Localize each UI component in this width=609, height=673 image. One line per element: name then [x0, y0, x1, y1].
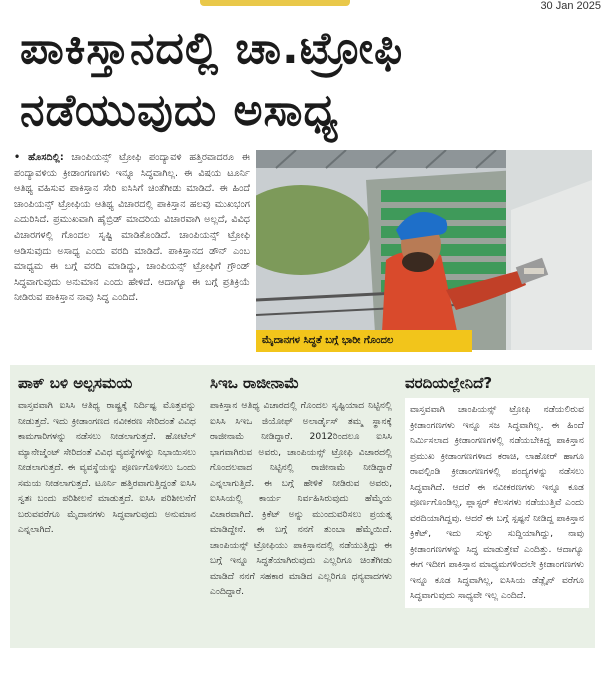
column-heading: ಸಿಇಒ ರಾಜೀನಾಮೆ [210, 374, 300, 392]
column-1 [18, 373, 196, 538]
headline [20, 18, 600, 142]
column-body: ಪಾಕಿಸ್ತಾನ ಆತಿಥ್ಯ ವಿಚಾರದಲ್ಲಿ ಗೊಂದಲ ಸೃಷ್ಟಿಯಾದ ನಿಟ್ಟಿನಲ್ಲಿ ಐಸಿಸಿ ಸಿಇಒ ಜಿಯೋಫ್ ಅಲಾರ್ಡೈಸ್ ತಮ್ಮ ಸ್ಥಾನಕ್ಕೆ ರಾಜೀನಾಮೆ ನೀಡಿದ್ದಾರೆ. 2012ರಿಂದಲೂ ಐಸಿಸಿ ಭಾಗವಾಗಿರುವ ಅವರು, ಚಾಂಪಿಯನ್ಸ್ ಟ್ರೋಫಿ ವಿಚಾರದಲ್ಲಿ ಗೊಂದಲವಾದ ನಿಟ್ಟಿನಲ್ಲಿ ರಾಜೀನಾಮೆ ನೀಡಿದ್ದಾರೆ ಎನ್ನಲಾಗುತ್ತಿದೆ. ಈ ಬಗ್ಗೆ ಹೇಳಿಕೆ ನೀಡಿರುವ ಅವರು, ಐಸಿಸಿಯಲ್ಲಿ ಕಾರ್ಯ ನಿರ್ವಹಿಸಿರುವುದು ಹೆಮ್ಮೆಯ ವಿಚಾರವಾಗಿದೆ. ಕ್ರಿಕೆಟ್ ಅನ್ನು ಮುಂದುವರಿಸಲು ಪ್ರಯತ್ನ ಮಾಡಿದ್ದೇನೆ. ಈ ಬಗ್ಗೆ ನನಗೆ ತುಂಬಾ ಹೆಮ್ಮೆಯಿದೆ. ಚಾಂಪಿಯನ್ಸ್ ಟ್ರೋಫಿಯು ಪಾಕಿಸ್ತಾನದಲ್ಲಿ ನಡೆಯುತ್ತಿದ್ದು ಈ ಬಗ್ಗೆ ಇನ್ನೂ ಸಿದ್ಧತೆಯಾಗಿರುವುದು ಎಲ್ಲರಿಗೂ ಚಿಂತೆಗೀಡು ಮಾಡಿದೆ ನನಗೆ ಸಹಕಾರ ಮಾಡಿದ ಎಲ್ಲರಿಗೂ ಧನ್ಯವಾದಗಳು ಎಂದಿದ್ದಾರೆ. [210, 400, 392, 597]
lead-text: ಚಾಂಪಿಯನ್ಸ್ ಟ್ರೋಫಿ ಪಂದ್ಯಾವಳಿ ಹತ್ತಿರವಾದರೂ ಈ ಪಂದ್ಯಾವಳಿಯ ಕ್ರೀಡಾಂಗಣಗಳು ಇನ್ನೂ ಸಿದ್ಧವಾಗಿಲ್ಲ. ಈ ವಿಷಯ ಟೂರ್ನಿ ಆತಿಥ್ಯ ವಹಿಸುವ ಪಾಕಿಸ್ತಾನ ಸೇರಿ ಐಸಿಸಿಗೆ ಚಿಂತೆಗೀಡು ಮಾಡಿದೆ. ಈ ಹಿಂದೆ ಚಾಂಪಿಯನ್ಸ್ ಟ್ರೋಫಿಯ ಆತಿಥ್ಯ ವಿಚಾರದಲ್ಲಿ ಪಾಕಿಸ್ತಾನ ಹಲವು ಮುಖಭಂಗ ಎದುರಿಸಿದೆ. ಪ್ರಮುಖವಾಗಿ ಹೈಬ್ರಿಡ್ ಮಾದರಿಯ ವಿಚಾರವಾಗಿ ಅಲ್ಲದೆ, ವಿವಿಧ ವಿಚಾರಗಳಲ್ಲಿ ಗೊಂದಲ ಸೃಷ್ಟಿ ಮಾಡಿಕೊಂಡಿದೆ. ಚಾಂಪಿಯನ್ಸ್ ಟ್ರೋಫಿ ಆಡಿಸುವುದು ಅಸಾಧ್ಯ ಎಂದು ವರದಿ ಮಾಡಿದೆ. ಪಾಕಿಸ್ತಾನದ ಡೌನ್ ಎಂಬ ಮಾಧ್ಯಮ ಈ ಬಗ್ಗೆ ವರದಿ ಮಾಡಿದ್ದು, ಚಾಂಪಿಯನ್ಸ್ ಟ್ರೋಫಿಗೆ ಗ್ರೌಂಡ್ ಸಿದ್ಧವಾಗುವುದು ಅನುಮಾನ ಎಂದು ಹೇಳಿದೆ. ಆದಾಗ್ಯೂ ಈ ಬಗ್ಗೆ ಪ್ರತಿಕ್ರಿಯೆ ನೀಡಿರುವ ಪಾಕಿಸ್ತಾನ ನಾವು ಸಿದ್ಧ ಎಂದಿದೆ. [14, 152, 250, 304]
headline-line-1: ಪಾಕಿಸ್ತಾನದಲ್ಲಿ ಚಾ.ಟ್ರೋಫಿ [20, 23, 404, 74]
lead-article [14, 150, 250, 306]
photo-caption: ಮೈದಾನಗಳ ಸಿದ್ಧತೆ ಬಗ್ಗೆ ಭಾರೀ ಗೊಂದಲ [256, 330, 472, 352]
column-body: ವಾಸ್ತವವಾಗಿ ಐಸಿಸಿ ಆತಿಥ್ಯ ರಾಷ್ಟ್ರಕ್ಕೆ ನಿರ್ದಿಷ್ಟ ಮೊತ್ತವನ್ನು ನೀಡುತ್ತದೆ. ಇದು ಕ್ರೀಡಾಂಗಣದ ನವೀಕರಣ ಸೇರಿದಂತೆ ವಿವಿಧ ಕಾಮಗಾರಿಗಳನ್ನು ನಡೆಸಲು ನೀಡಲಾಗುತ್ತದೆ. ಹೋಟೆಲ್ ಮ್ಯಾನೇಜ್ಮೆಂಟ್ ಸೇರಿದಂತೆ ವಿವಿಧ ವ್ಯವಸ್ಥೆಗಳನ್ನು ನಿಭಾಯಿಸಲು ನೀಡಲಾಗುತ್ತದೆ. ಈ ವ್ಯವಸ್ಥೆಯನ್ನು ಪೂರ್ಣಗೊಳಿಸಲು ಒಂದು ಸಮಯ ನೀಡಲಾಗುತ್ತದೆ. ಟೂರ್ನಿ ಹತ್ತಿರವಾಗುತ್ತಿದ್ದಂತೆ ಐಸಿಸಿ ಸ್ವತಃ ಬಂದು ಪರಿಶೀಲನೆ ಮಾಡುತ್ತದೆ. ಐಸಿಸಿ ಪರಿಶೀಲನೆಗೆ ಬರುವವರೆಗೂ ಮೈದಾನಗಳು ಸಿದ್ಧವಾಗುವುದು ಅನುಮಾನ ಎನ್ನಲಾಗಿದೆ. [18, 400, 196, 535]
stadium-photo [256, 150, 592, 350]
column-3 [405, 373, 589, 608]
headline-line-2: ನಡೆಯುವುದು ಅಸಾಧ್ಯ [20, 85, 339, 136]
column-heading: ಪಾಕ್ ಬಳಿ ಅಲ್ಪಸಮಯ [18, 374, 133, 392]
dateline: • ಹೊಸದಿಲ್ಲಿ: [14, 152, 64, 163]
publication-date: 30 Jan 2025 [540, 0, 601, 12]
column-2 [210, 373, 392, 600]
masthead-sliver [200, 0, 350, 6]
top-strip [0, 0, 609, 14]
column-body: ವಾಸ್ತವವಾಗಿ ಚಾಂಪಿಯನ್ಸ್ ಟ್ರೋಫಿ ನಡೆಯಲಿರುವ ಕ್ರೀಡಾಂಗಣಗಳು ಇನ್ನೂ ಸಜ ಸಿದ್ಧವಾಗಿಲ್ಲ. ಈ ಹಿಂದೆ ನಿರ್ಮಿಸಲಾದ ಕ್ರೀಡಾಂಗಣಗಳಲ್ಲಿ ನಡೆಯಬೇಕಿದ್ದ ಪಾಕಿಸ್ತಾನ ಪ್ರಮುಖ ಕ್ರೀಡಾಂಗಣಗಳಾದ ಕರಾಚಿ, ಲಾಹೋರ್ ಹಾಗೂ ರಾವಲ್ಪಿಂಡಿ ಕ್ರೀಡಾಂಗಣಗಳಲ್ಲಿ ಪಂದ್ಯಗಳನ್ನು ನಡೆಸಲು ಸಿದ್ಧವಾಗಿದೆ. ಆದರೆ ಈ ನವೀಕರಣಗಳು ಇನ್ನೂ ಕೂಡ ಪೂರ್ಣಗೊಂಡಿಲ್ಲ, ಪ್ಲಾಸ್ಟರ್ ಕೆಲಸಗಳು ನಡೆಯುತ್ತಿವೆ ಎಂದು ವರದಿಯಾಗಿದ್ದವು. ಆದರೆ ಈ ಬಗ್ಗೆ ಸ್ಪಷ್ಟನೆ ನೀಡಿದ್ದ ಪಾಕಿಸ್ತಾನ ಕ್ರಿಕೆಟ್, ಇದು ಸುಳ್ಳು ಸುದ್ದಿಯಾಗಿದ್ದು, ನಾವು ಕ್ರೀಡಾಂಗಣಗಳನ್ನು ಸಿದ್ಧ ಮಾಡುತ್ತೇವೆ ಎಂದಿತ್ತು. ಆದಾಗ್ಯೂ ಈಗ ಇದೀಗ ಪಾಕಿಸ್ತಾನ ಮಾಧ್ಯಮಗಳಿಂದಲೇ ಕ್ರೀಡಾಂಗಣಗಳು ಇನ್ನೂ ಕೂಡ ಸಿದ್ಧವಾಗಿಲ್ಲ, ಐಸಿಸಿಯ ಡೆಡ್ಲೈನ್ ವರೆಗೂ ಸಿದ್ಧವಾಗುವುದು ಸಾಧ್ಯವೇ ಇಲ್ಲ ಎಂದಿದೆ. [410, 404, 584, 601]
sidebar-boxes [10, 365, 595, 648]
column-heading: ವರದಿಯಲ್ಲೇನಿದೆ? [405, 374, 493, 392]
